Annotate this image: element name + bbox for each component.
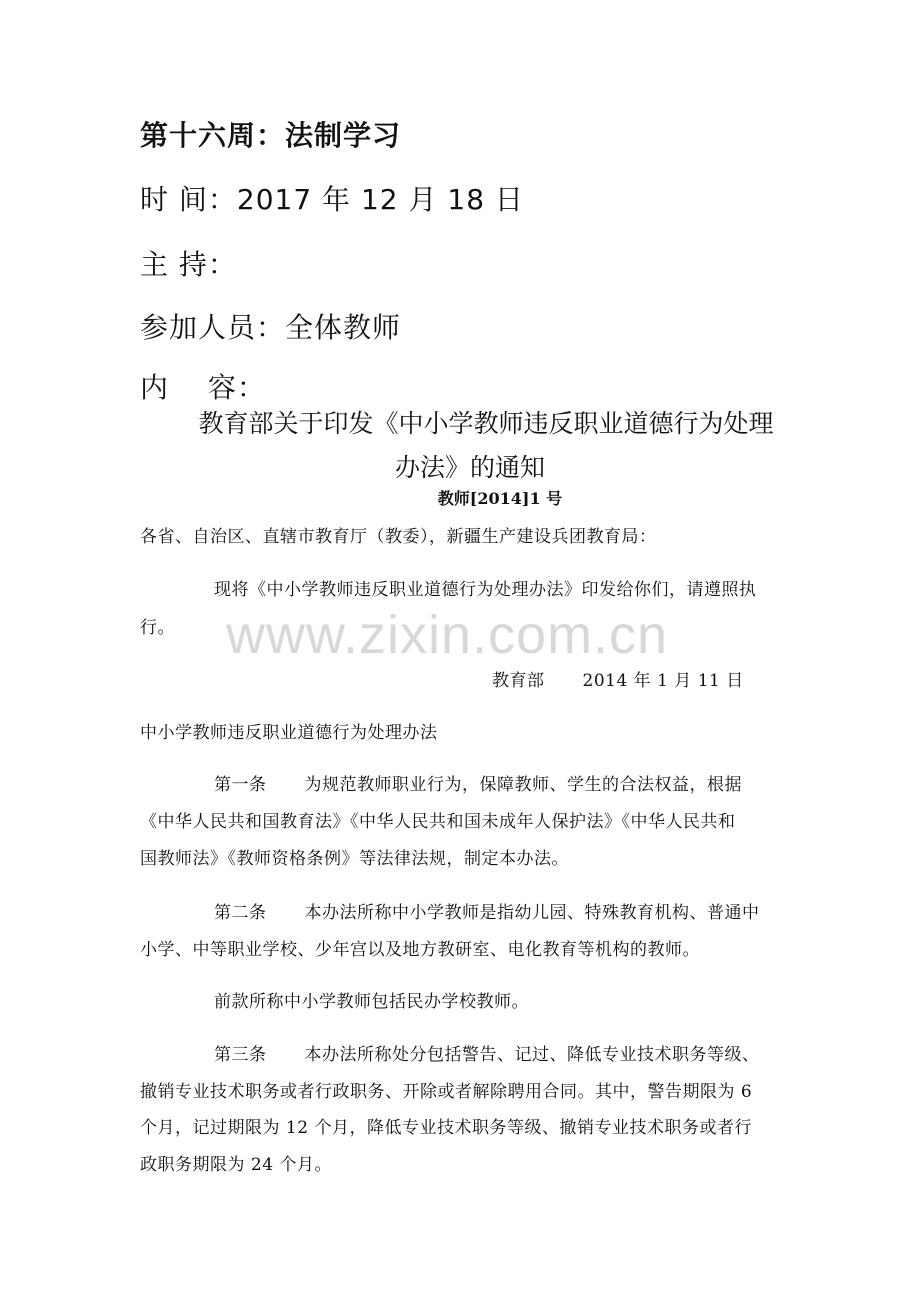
- notice-date: 2014 年 1 月 11 日: [582, 671, 744, 691]
- article2-text: 本办法所称中小学教师是指幼儿园、特殊教育机构、普通中: [304, 903, 760, 923]
- article1-line1: [214, 770, 742, 795]
- article3-line1: [214, 1040, 760, 1065]
- notice-signer: 教育部: [492, 671, 545, 691]
- article3-label: 第三条: [214, 1045, 267, 1065]
- notice-title-line2: 办法》的通知: [394, 453, 545, 482]
- notice-body-line1: 现将《中小学教师违反职业道德行为处理办法》印发给你们，请遵照执: [214, 580, 757, 600]
- article3-line2: 撤销专业技术职务或者行政职务、开除或者解除聘用合同。其中，警告期限为 6: [140, 1082, 753, 1102]
- meeting-time: 时 间：2017 年 12 月 18 日: [140, 183, 524, 216]
- article2-para2: 前款所称中小学教师包括民办学校教师。: [214, 992, 529, 1012]
- regulation-title: 中小学教师违反职业道德行为处理办法: [140, 723, 438, 743]
- article1-line2: 《中华人民共和国教育法》《中华人民共和国未成年人保护法》《中华人民共和: [140, 812, 736, 832]
- watermark: www.zixin.com.cn: [226, 605, 669, 665]
- article3-line3: 个月，记过期限为 12 个月，降低专业技术职务等级、撤销专业技术职务或者行: [140, 1118, 752, 1138]
- notice-signature: [492, 666, 744, 691]
- article1-label: 第一条: [214, 775, 267, 795]
- article2-line1: [214, 898, 760, 923]
- article2-label: 第二条: [214, 903, 267, 923]
- meeting-content-label: 内 容：: [140, 371, 266, 404]
- article3-text: 本办法所称处分包括警告、记过、降低专业技术职务等级、: [304, 1045, 760, 1065]
- notice-addressee: 各省、自治区、直辖市教育厅（教委），新疆生产建设兵团教育局：: [140, 527, 657, 547]
- article3-line4: 政职务期限为 24 个月。: [140, 1155, 332, 1175]
- notice-doc-number: 教师[2014]1 号: [437, 489, 563, 508]
- article1-line3: 国教师法》《教师资格条例》等法律法规，制定本办法。: [140, 849, 569, 869]
- page-title: 第十六周：法制学习: [140, 119, 402, 152]
- notice-title-line1: 教育部关于印发《中小学教师违反职业道德行为处理: [198, 409, 774, 438]
- article2-line2: 小学、中等职业学校、少年宫以及地方教研室、电化教育等机构的教师。: [140, 940, 700, 960]
- meeting-host: 主 持：: [140, 248, 237, 281]
- notice-body-line2: 行。: [140, 618, 175, 638]
- meeting-participants: 参加人员：全体教师: [140, 311, 402, 344]
- article1-text: 为规范教师职业行为，保障教师、学生的合法权益，根据: [304, 775, 742, 795]
